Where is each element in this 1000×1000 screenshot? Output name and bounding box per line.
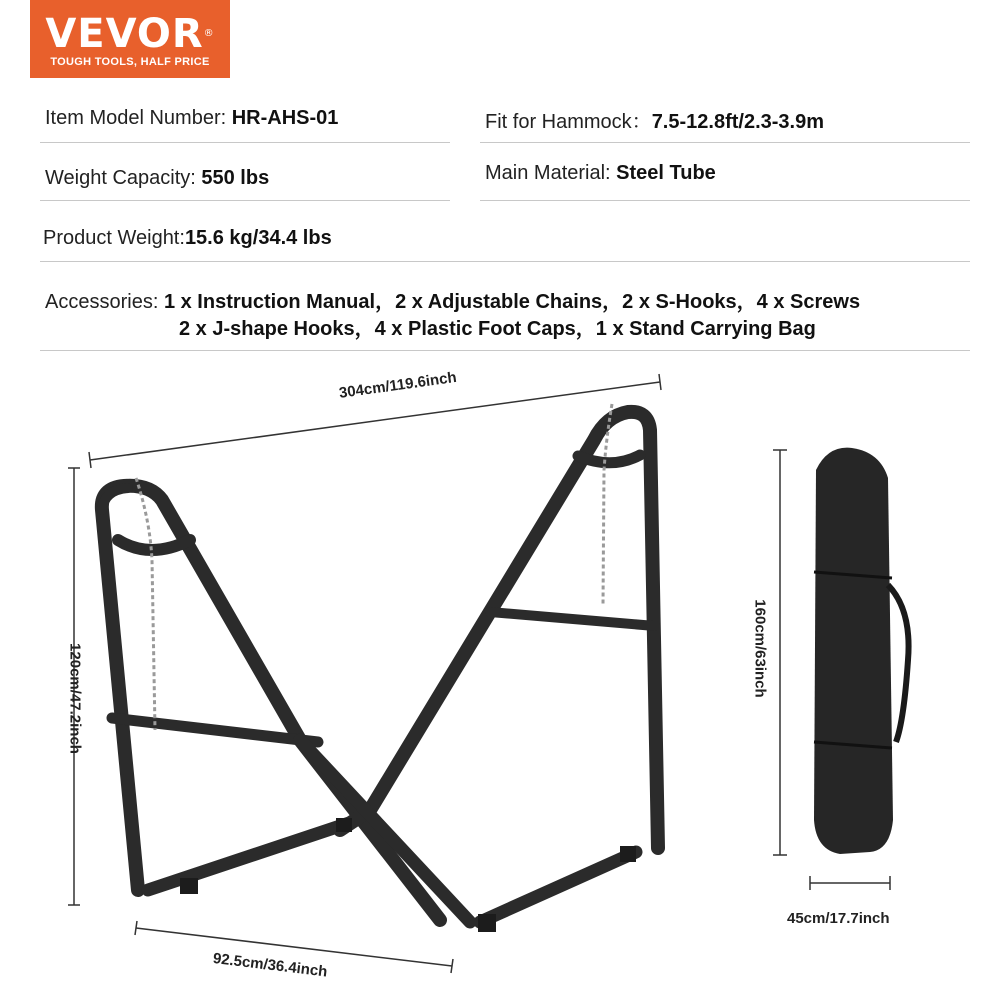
height-label: 120cm/47.2inch xyxy=(66,643,84,754)
spec-model-value: HR-AHS-01 xyxy=(231,107,339,129)
spec-fit-label: Fit for Hammock： xyxy=(485,111,652,133)
width-label: 92.5cm/36.4inch xyxy=(211,950,329,981)
spec-accessories-line1: 1 x Instruction Manual，2 x Adjustable Chains，2 x S-Hooks，4 x Screws xyxy=(163,291,861,313)
spec-weight-capacity-label: Weight Capacity: xyxy=(45,167,202,189)
spec-material-value: Steel Tube xyxy=(616,162,716,184)
spec-product-weight-value: 15.6 kg/34.4 lbs xyxy=(184,227,332,249)
logo-tagline: TOUGH TOOLS, HALF PRICE xyxy=(50,56,210,68)
logo-registered: ® xyxy=(203,28,215,39)
spec-material-label: Main Material: xyxy=(485,162,617,184)
logo-brand: VEVOR xyxy=(45,11,204,57)
spec-accessories-label: Accessories: xyxy=(45,291,164,313)
carrying-bag xyxy=(814,448,909,854)
spec-product-weight-label: Product Weight: xyxy=(43,227,185,249)
spec-accessories-line2: 2 x J-shape Hooks，4 x Plastic Foot Caps，1 x Stand Carrying Bag xyxy=(179,318,816,340)
steel-frame xyxy=(102,412,658,922)
length-label: 304cm/119.6inch xyxy=(338,368,458,402)
bag-length-label: 160cm/63inch xyxy=(751,599,769,698)
bag-width-label: 45cm/17.7inch xyxy=(787,910,890,927)
spec-fit-value: 7.5-12.8ft/2.3-3.9m xyxy=(651,111,825,133)
spec-model-label: Item Model Number: xyxy=(45,107,232,129)
spec-weight-capacity-value: 550 lbs xyxy=(201,167,270,189)
